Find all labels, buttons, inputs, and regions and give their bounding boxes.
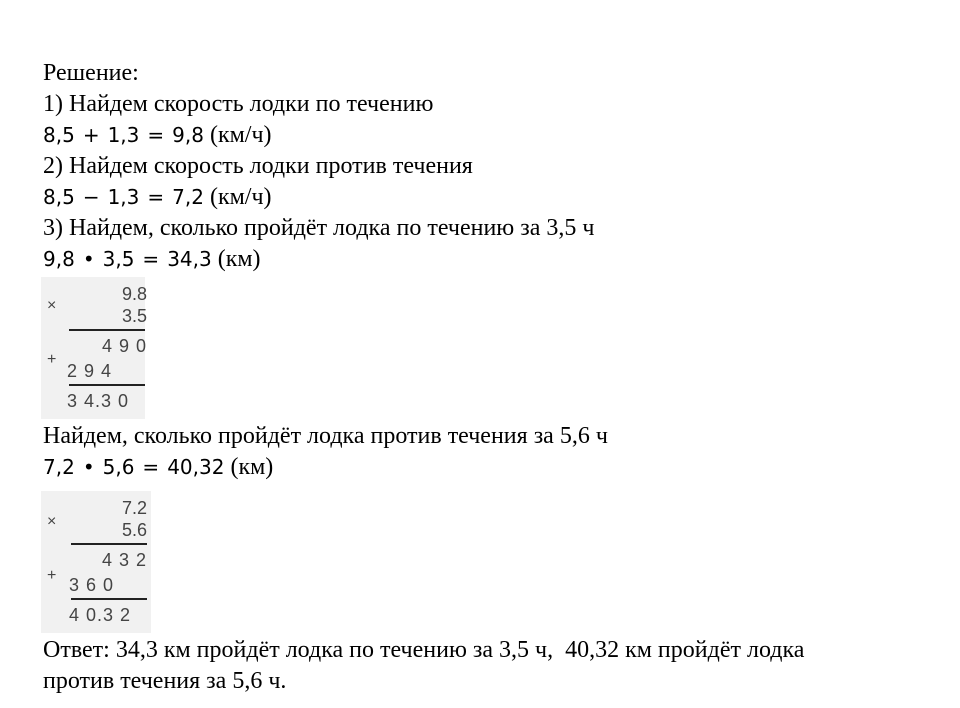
product-total: 3 4.3 0 [67,391,130,411]
answer-line-2: против течения за 5,6 ч. [43,668,287,694]
rule-1 [71,543,147,545]
rule-1 [69,329,145,331]
eq1-operand-a: 8,5 [43,123,75,147]
step-3-text: 3) Найдем, сколько пройдёт лодка по течению за 3,5 ч [43,215,595,241]
step-2-text: 2) Найдем скорость лодки против течения [43,153,473,179]
step-4-text: Найдем, сколько пройдёт лодка против течения за 5,6 ч [43,423,608,449]
equation-2 [43,182,953,213]
eq2-operator: − [82,185,100,209]
product-total: 4 0.3 2 [69,605,132,625]
eq4-operator: • [82,455,95,479]
eq3-equals: = [142,247,160,271]
eq2-equals: = [147,185,165,209]
eq1-operand-b: 1,3 [107,123,140,147]
multiply-sign: × [47,513,57,530]
eq1-unit: (км/ч) [209,122,272,148]
partial-product-1: 4 9 0 [101,336,147,356]
eq3-operand-a: 9,8 [43,247,75,271]
equation-1 [43,120,953,151]
eq4-unit: (км) [230,454,274,480]
multiplier: 5.6 [121,520,147,540]
step-1-text: 1) Найдем скорость лодки по течению [43,91,434,117]
equation-3 [43,244,953,275]
multiplicand: 7.2 [121,498,147,518]
answer-line-1: Ответ: 34,3 км пройдёт лодка по течению за 3,5 ч, 40,32 км пройдёт лодка [43,637,805,663]
eq2-operand-b: 1,3 [107,185,140,209]
eq2-result: 7,2 [172,185,204,209]
plus-sign: + [47,351,57,368]
eq3-operator: • [82,247,95,271]
plus-sign: + [47,567,57,584]
eq4-equals: = [142,455,160,479]
column-multiplication-1 [41,277,145,419]
eq4-result: 40,32 [167,455,225,479]
equation-4 [43,452,953,483]
solution-document [43,58,953,697]
solution-header: Решение: [43,60,139,86]
column-multiplication-2 [41,491,151,633]
eq3-unit: (км) [217,246,261,272]
multiplicand: 9.8 [121,284,147,304]
eq1-result: 9,8 [172,123,204,147]
partial-product-2: 2 9 4 [67,361,113,381]
eq1-operator: + [82,123,100,147]
rule-2 [69,384,145,386]
eq2-unit: (км/ч) [209,184,272,210]
eq3-result: 34,3 [167,247,212,271]
eq3-operand-b: 3,5 [102,247,135,271]
partial-product-2: 3 6 0 [69,575,115,595]
eq2-operand-a: 8,5 [43,185,75,209]
partial-product-1: 4 3 2 [101,550,147,570]
eq1-equals: = [147,123,165,147]
multiplier: 3.5 [121,306,147,326]
eq4-operand-b: 5,6 [102,455,135,479]
multiply-sign: × [47,297,57,314]
rule-2 [71,598,147,600]
eq4-operand-a: 7,2 [43,455,75,479]
